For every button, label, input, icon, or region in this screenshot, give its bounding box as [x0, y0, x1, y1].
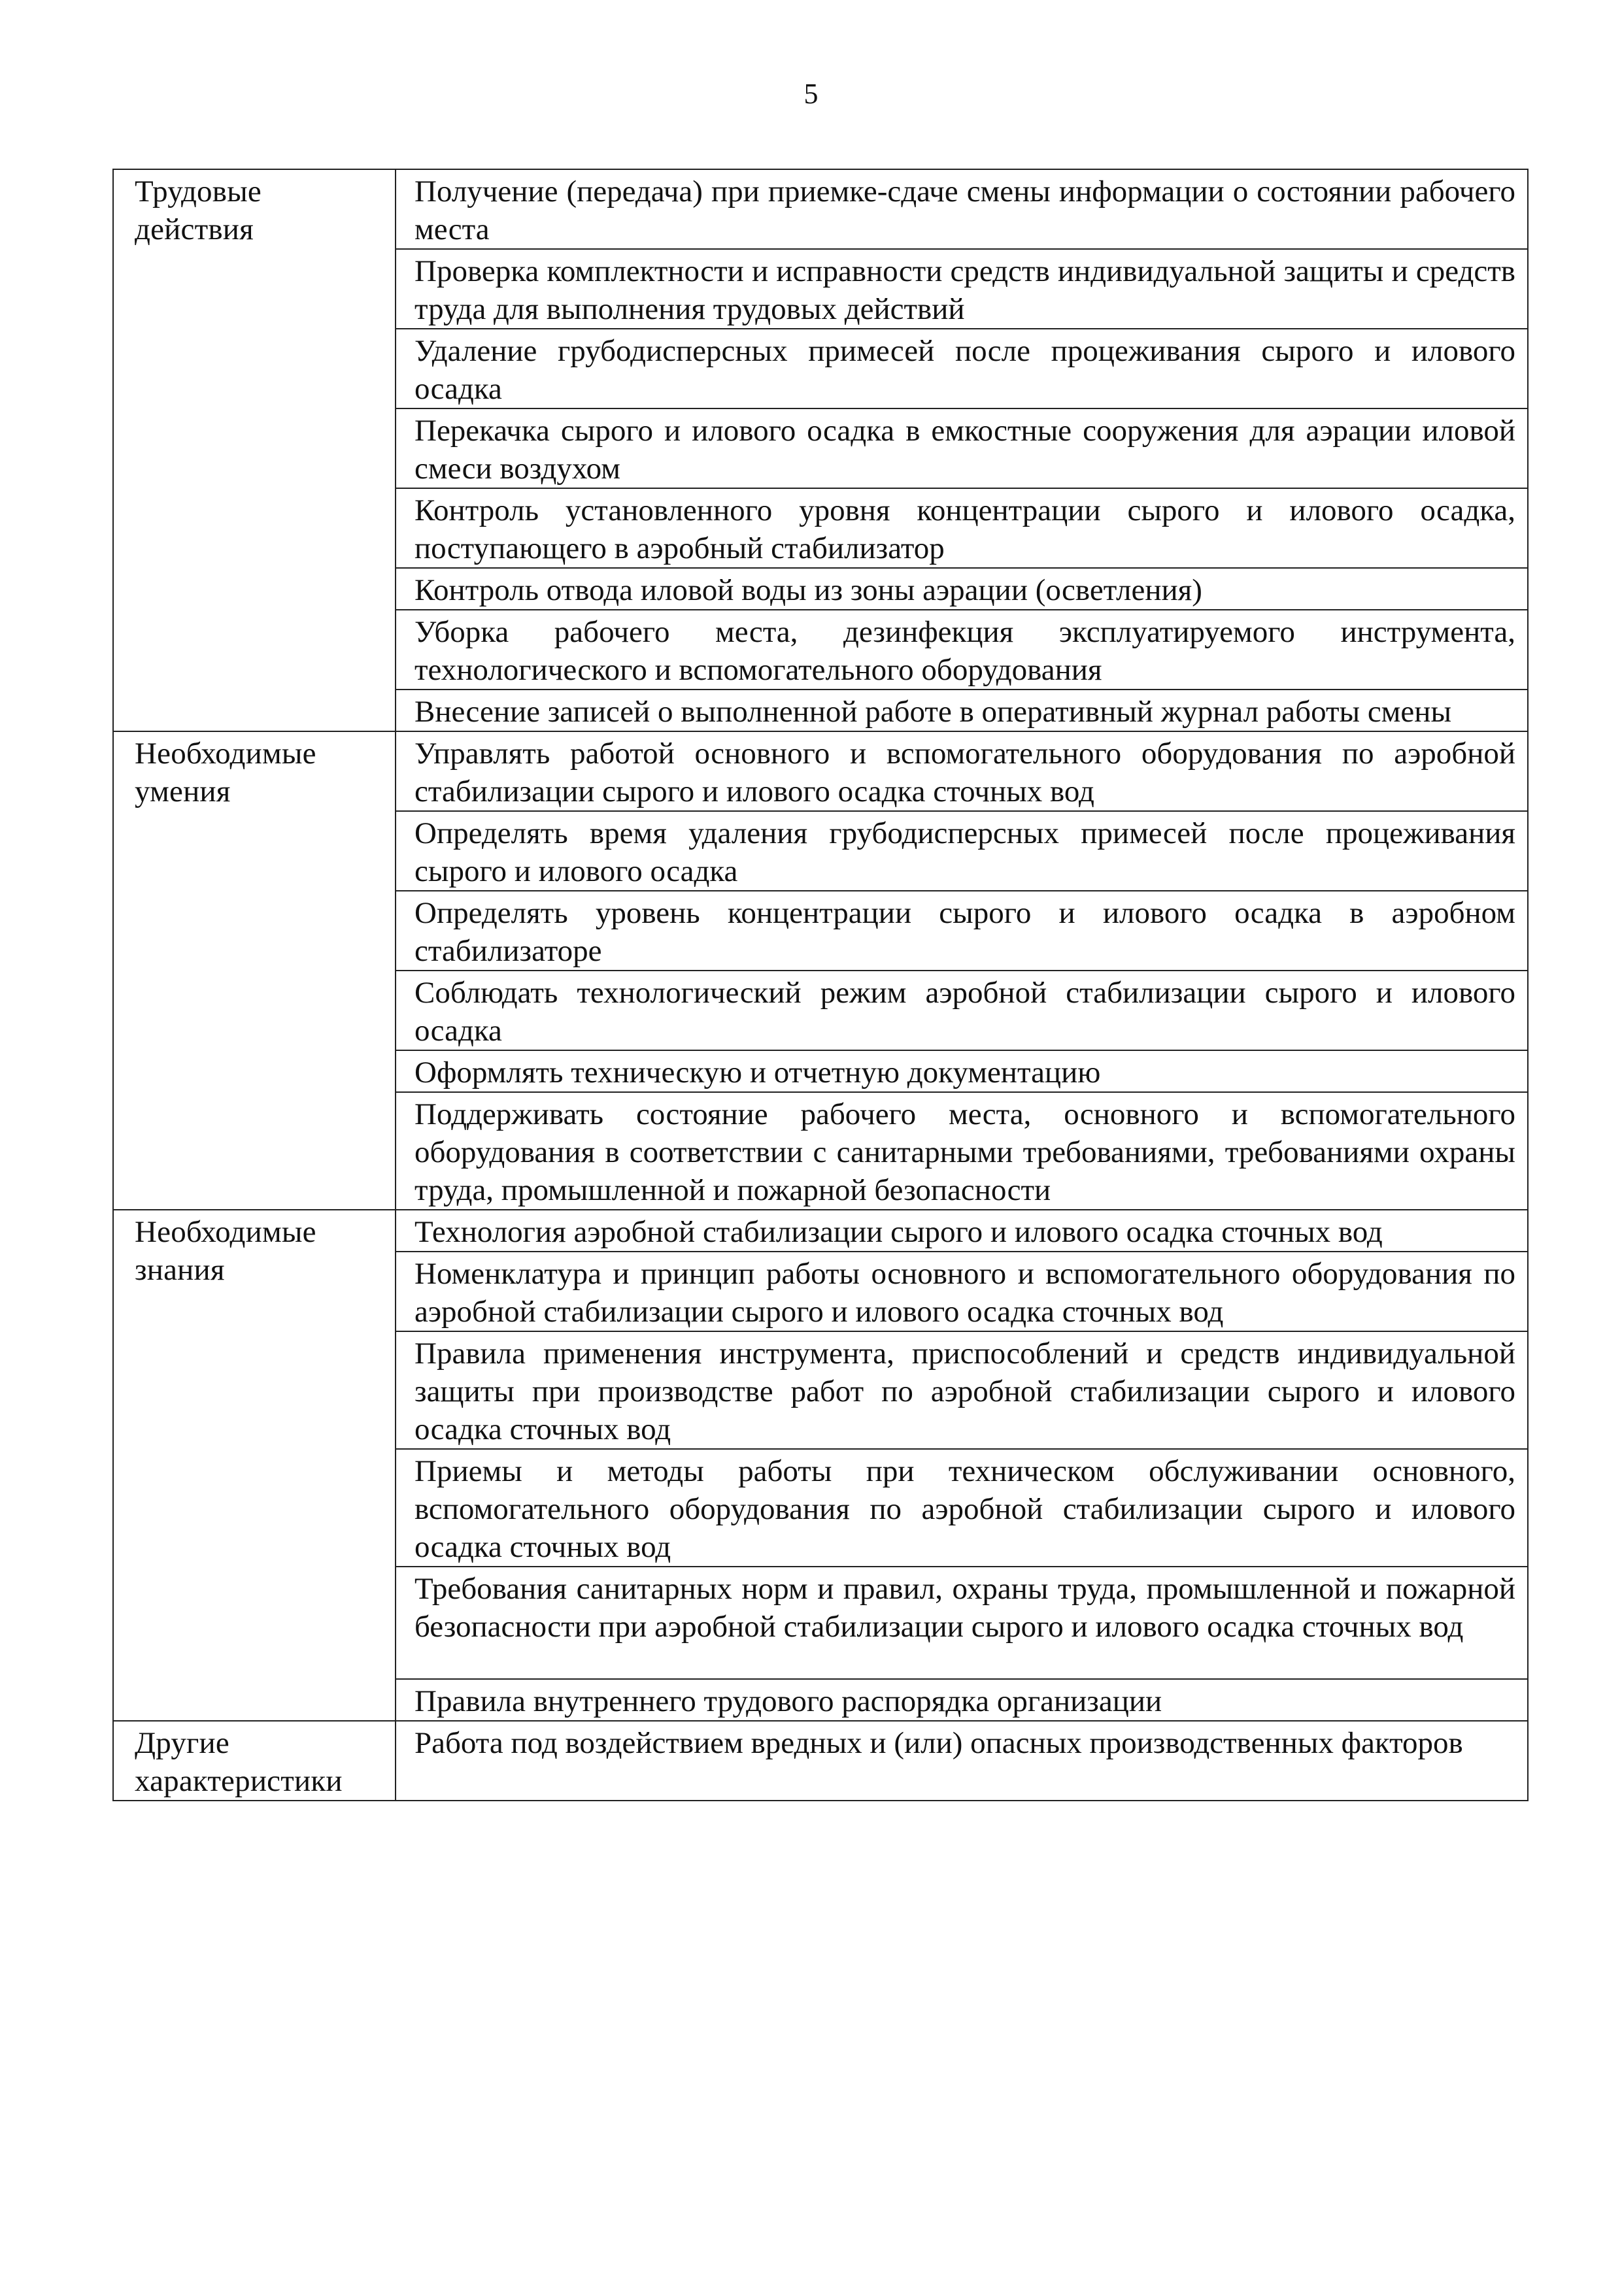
table-cell-item: Определять время удаления грубодисперсных примесей после процеживания сырого и илового осадка — [396, 811, 1528, 891]
table-cell-item: Правила применения инструмента, приспособлений и средств индивидуальной защиты при производстве работ по аэробной стабилизации сырого и илового осадка сточных вод — [396, 1331, 1528, 1449]
table-cell-item: Соблюдать технологический режим аэробной стабилизации сырого и илового осадка — [396, 971, 1528, 1050]
table-cell-item: Управлять работой основного и вспомогательного оборудования по аэробной стабилизации сырого и илового осадка сточных вод — [396, 731, 1528, 811]
section-label-required-knowledge — [113, 1210, 396, 1721]
table-cell-item: Контроль установленного уровня концентрации сырого и илового осадка, поступающего в аэробный стабилизатор — [396, 488, 1528, 568]
section-label-line: знания — [135, 1253, 225, 1287]
table-cell-item: Перекачка сырого и илового осадка в емкостные сооружения для аэрации иловой смеси воздухом — [396, 408, 1528, 488]
section-label-line: Другие — [135, 1726, 229, 1760]
table-row — [113, 731, 1528, 811]
page-number: 5 — [803, 78, 819, 110]
table-cell-item: Поддерживать состояние рабочего места, основного и вспомогательного оборудования в соответствии с санитарными требованиями, требованиями охраны труда, промышленной и пожарной безопасности — [396, 1092, 1528, 1210]
table-cell-item: Контроль отвода иловой воды из зоны аэрации (осветления) — [396, 568, 1528, 610]
table-cell-item: Внесение записей о выполненной работе в оперативный журнал работы смены — [396, 690, 1528, 731]
table-cell-item: Оформлять техническую и отчетную документацию — [396, 1050, 1528, 1092]
section-label-line: Необходимые — [135, 1215, 316, 1249]
table-cell-item: Приемы и методы работы при техническом обслуживании основного, вспомогательного оборудования по аэробной стабилизации сырого и илового осадка сточных вод — [396, 1449, 1528, 1567]
table-row — [113, 169, 1528, 249]
table-cell-item: Требования санитарных норм и правил, охраны труда, промышленной и пожарной безопасности при аэробной стабилизации сырого и илового осадка сточных вод — [396, 1567, 1528, 1679]
section-label-labor-actions — [113, 169, 396, 731]
section-label-line: умения — [135, 774, 231, 808]
table-cell-item: Определять уровень концентрации сырого и илового осадка в аэробном стабилизаторе — [396, 891, 1528, 971]
table-cell-item: Получение (передача) при приемке-сдаче смены информации о состоянии рабочего места — [396, 169, 1528, 249]
table-cell-item: Работа под воздействием вредных и (или) опасных производственных факторов — [396, 1721, 1528, 1801]
table-cell-item: Правила внутреннего трудового распорядка организации — [396, 1679, 1528, 1721]
section-label-required-skills — [113, 731, 396, 1210]
table-cell-item: Технология аэробной стабилизации сырого и илового осадка сточных вод — [396, 1210, 1528, 1252]
table-cell-item: Удаление грубодисперсных примесей после процеживания сырого и илового осадка — [396, 329, 1528, 408]
characteristics-table — [112, 169, 1529, 1801]
section-label-line: Необходимые — [135, 737, 316, 771]
section-label-line: характеристики — [135, 1764, 343, 1798]
section-label-other-characteristics — [113, 1721, 396, 1801]
table-cell-item: Номенклатура и принцип работы основного и вспомогательного оборудования по аэробной стабилизации сырого и илового осадка сточных вод — [396, 1252, 1528, 1331]
table-cell-item: Уборка рабочего места, дезинфекция эксплуатируемого инструмента, технологического и вспомогательного оборудования — [396, 610, 1528, 690]
section-label-line: Трудовые — [135, 175, 262, 208]
table-row — [113, 1721, 1528, 1801]
table-row — [113, 1210, 1528, 1252]
section-label-line: действия — [135, 212, 254, 246]
table-cell-item: Проверка комплектности и исправности средств индивидуальной защиты и средств труда для выполнения трудовых действий — [396, 249, 1528, 329]
